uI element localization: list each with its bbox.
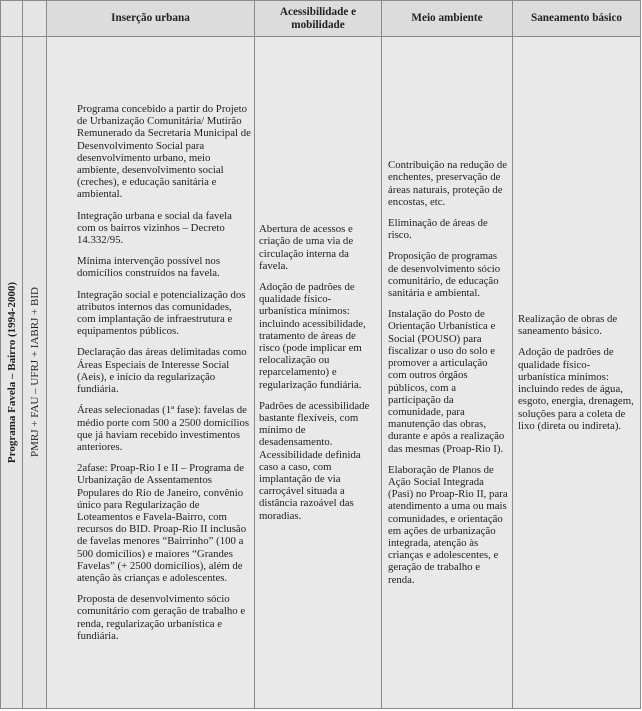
saneamento-cell [513, 37, 641, 709]
insercao-paragraph: Declaração das áreas delimitadas como Áreas Especiais de Interesse Social (Aeis), e início da regularização fundiária. [77, 346, 247, 396]
meio-paragraph: Proposição de programas de desenvolvimento sócio comunitário, de educação sanitária e ambiental. [388, 250, 501, 300]
insercao-cell [47, 37, 255, 709]
acessibilidade-text [255, 223, 381, 522]
insercao-paragraph: Proposta de desenvolvimento sócio comunitário com geração de trabalho e renda, regularização urbanística e fundiária. [77, 593, 246, 642]
insercao-paragraph: Programa concebido a partir do Projeto de Urbanização Comunitária/ Mutirão Remunerado da Secretaria Municipal de Desenvolvimento Social para desenvolvimento urbano, meio ambiente, desenvolvimento social (creches), e educação sanitária e ambiental. [77, 103, 251, 201]
header-meio-ambiente: Meio ambiente [382, 1, 513, 37]
meio-paragraph: Contribuição na redução de enchentes, preservação de áreas naturais, proteção de encostas, etc. [388, 159, 508, 208]
meio-ambiente-text [382, 159, 512, 586]
insercao-paragraph: Integração social e potencialização dos atributos internos das comunidades, com implantação de infraestrutura e equipamentos públicos. [77, 288, 246, 338]
acessibilidade-paragraph: Abertura de acessos e criação de uma via de circulação interna da favela. [259, 223, 354, 272]
meio-paragraph: Instalação do Posto de Orientação Urbanística e Social (POUSO) para fiscalizar o uso do solo e promover a articulação com outros órgãos públicos, com a participação da comunidade, para manutenção das obras, durante e após a realização das mesmas (Proap-Rio I). [388, 308, 505, 455]
saneamento-text [513, 313, 640, 432]
saneamento-paragraph: Adoção de padrões de qualidade físico-urbanística mínimos: incluindo redes de água, esgoto, energia, drenagem, soluções para a coleta de lixo (direta ou indireta). [518, 346, 634, 432]
header-row [1, 1, 641, 37]
header-empty-2 [23, 1, 47, 37]
header-empty-1 [1, 1, 23, 37]
insercao-paragraph: 2afase: Proap-Rio I e II – Programa de Urbanização de Assentamentos Populares do Rio de Janeiro, convênio único para Regularização de Loteamentos e Favela-Bairro, com recursos do BID. Proap-Rio II inclusão de favelas menores “Bairrinho” (100 a 500 domicílios) e maiores “Grandes Favelas” (+ 2500 domicílios), além de atenção às crianças e adolescentes. [77, 462, 247, 584]
meio-paragraph: Elaboração de Planos de Ação Social Integrada (Pasi) no Proap-Rio II, para atendimento a uma ou mais comunidades, e orientação em ações de urbanização integrada, atenção às crianças e adolescentes, e geração de trabalho e renda. [388, 463, 508, 586]
meio-ambiente-cell [382, 37, 513, 709]
program-name-cell [1, 37, 23, 709]
meio-paragraph: Eliminação de áreas de risco. [388, 217, 488, 242]
acessibilidade-paragraph: Padrões de acessibilidade bastante flexíveis, com mínimo de desadensamento. Acessibilidade definida caso a caso, com implantação de via carroçável situada a distância razoável das moradias. [259, 399, 370, 522]
header-acessibilidade: Acessibilidade e mobilidade [255, 1, 382, 37]
saneamento-paragraph: Realização de obras de saneamento básico. [518, 313, 618, 338]
insercao-paragraph: Integração urbana e social da favela com os bairros vizinhos – Decreto 14.332/95. [77, 209, 232, 247]
insercao-text [47, 103, 254, 642]
acessibilidade-cell [255, 37, 382, 709]
header-saneamento: Saneamento básico [513, 1, 641, 37]
header-insercao-urbana: Inserção urbana [47, 1, 255, 37]
agents-cell [23, 37, 47, 709]
acessibilidade-paragraph: Adoção de padrões de qualidade físico-urbanística mínimos: incluindo acessibilidade, tratamento de áreas de risco (pode implicar em relocalização ou reparcelamento) e regularização fundiária. [259, 280, 366, 391]
program-agents: PMRJ + FAU – UFRJ + IABRJ + BID [28, 287, 41, 458]
insercao-paragraph: Áreas selecionadas (1ª fase): favelas de médio porte com 500 a 2500 domicílios que já haviam recebido investimentos anteriores. [77, 404, 250, 453]
insercao-paragraph: Mínima intervenção possível nos domicílios construídos na favela. [77, 255, 221, 280]
program-row [1, 37, 641, 709]
program-name: Programa Favela – Bairro (1994-2000) [5, 281, 18, 464]
